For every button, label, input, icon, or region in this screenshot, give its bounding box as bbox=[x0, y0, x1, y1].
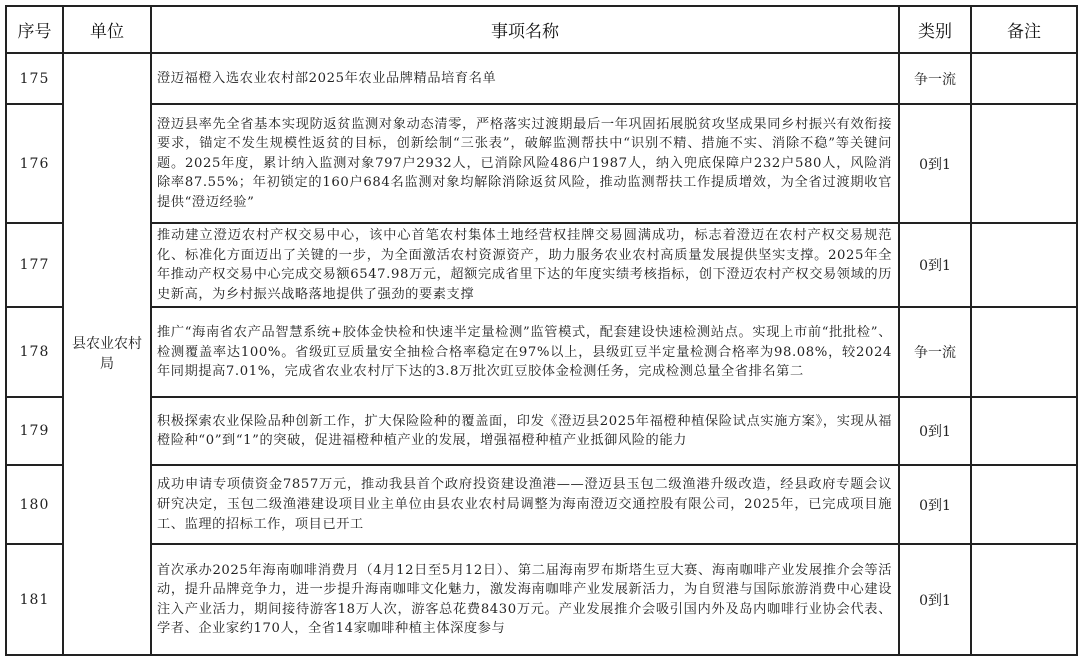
item-name-cell: 推动建立澄迈农村产权交易中心，该中心首笔农村集体土地经营权挂牌交易圆满成功，标志着澄迈在农村产权交易规范化、标准化方面迈出了关键的一步，为全面激活农村资源资产，助力服务农业农村高质量发展提供坚实支撑。2025年全年推动产权交易中心完成交易额6547.98万元，超额完成省里下达的年度实绩考核指标，创下澄迈农村产权交易领域的历史新高，为乡村振兴战略落地提供了强劲的要素支撑 bbox=[151, 223, 899, 307]
serial-number-cell: 177 bbox=[6, 223, 63, 307]
item-name-cell: 积极探索农业保险品种创新工作，扩大保险险种的覆盖面，印发《澄迈县2025年福橙种植保险试点实施方案》，实现从福橙险种“0”到“1”的突破，促进福橙种植产业的发展，增强福橙种植产业抵御风险的能力 bbox=[151, 397, 899, 465]
item-name-cell: 成功申请专项债资金7857万元，推动我县首个政府投资建设渔港——澄迈县玉包二级渔港升级改造，经县政府专题会议研究决定，玉包二级渔港建设项目业主单位由县农业农村局调整为海南澄迈交通控股有限公司，2025年，已完成项目施工、监理的招标工作，项目已开工 bbox=[151, 465, 899, 544]
category-cell: 0到1 bbox=[899, 544, 971, 655]
table-row bbox=[6, 465, 1077, 544]
table-row bbox=[6, 397, 1077, 465]
unit-cell: 县农业农村局 bbox=[63, 53, 151, 655]
matters-table bbox=[5, 5, 1078, 656]
header-category: 类别 bbox=[899, 6, 971, 53]
header-row bbox=[6, 6, 1077, 53]
serial-number-cell: 175 bbox=[6, 53, 63, 104]
table-row bbox=[6, 544, 1077, 655]
item-name-cell: 推广“海南省农产品智慧系统+胶体金快检和快速半定量检测”监管模式，配套建设快速检测站点。实现上市前“批批检”、检测覆盖率达100%。省级豇豆质量安全抽检合格率稳定在97%以上，县级豇豆半定量检测合格率为98.08%，较2024年同期提高7.01%，完成省农业农村厅下达的3.8万批次豇豆胶体金检测任务，完成检测总量全省排名第二 bbox=[151, 307, 899, 397]
serial-number-cell: 176 bbox=[6, 104, 63, 223]
header-serial-number: 序号 bbox=[6, 6, 63, 53]
table-row bbox=[6, 223, 1077, 307]
serial-number-cell: 180 bbox=[6, 465, 63, 544]
serial-number-cell: 181 bbox=[6, 544, 63, 655]
remark-cell bbox=[971, 53, 1077, 104]
remark-cell bbox=[971, 104, 1077, 223]
header-item-name: 事项名称 bbox=[151, 6, 899, 53]
remark-cell bbox=[971, 307, 1077, 397]
table-row bbox=[6, 307, 1077, 397]
table-row bbox=[6, 53, 1077, 104]
category-cell: 0到1 bbox=[899, 104, 971, 223]
remark-cell bbox=[971, 397, 1077, 465]
category-cell: 0到1 bbox=[899, 223, 971, 307]
category-cell: 争一流 bbox=[899, 307, 971, 397]
remark-cell bbox=[971, 223, 1077, 307]
item-name-cell: 澄迈福橙入选农业农村部2025年农业品牌精品培育名单 bbox=[151, 53, 899, 104]
category-cell: 争一流 bbox=[899, 53, 971, 104]
category-cell: 0到1 bbox=[899, 397, 971, 465]
item-name-cell: 澄迈县率先全省基本实现防返贫监测对象动态清零，严格落实过渡期最后一年巩固拓展脱贫攻坚成果同乡村振兴有效衔接要求，锚定不发生规模性返贫的目标，创新绘制“三张表”，破解监测帮扶中“识别不精、措施不实、消除不稳”等关键问题。2025年度，累计纳入监测对象797户2932人，已消除风险486户1987人，纳入兜底保障户232户580人，风险消除率87.55%；年初锁定的160户684名监测对象均解除消除返贫风险，推动监测帮扶工作提质增效，为全省过渡期收官提供“澄迈经验” bbox=[151, 104, 899, 223]
serial-number-cell: 179 bbox=[6, 397, 63, 465]
header-remark: 备注 bbox=[971, 6, 1077, 53]
remark-cell bbox=[971, 544, 1077, 655]
category-cell: 0到1 bbox=[899, 465, 971, 544]
item-name-cell: 首次承办2025年海南咖啡消费月（4月12日至5月12日）、第二届海南罗布斯塔生豆大赛、海南咖啡产业发展推介会等活动，提升品牌竞争力，进一步提升海南咖啡文化魅力，激发海南咖啡产业发展新活力，为自贸港与国际旅游消费中心建设注入产业活力，期间接待游客18万人次，游客总花费8430万元。产业发展推介会吸引国内外及岛内咖啡行业协会代表、学者、企业家约170人，全省14家咖啡种植主体深度参与 bbox=[151, 544, 899, 655]
table-row bbox=[6, 104, 1077, 223]
remark-cell bbox=[971, 465, 1077, 544]
header-unit: 单位 bbox=[63, 6, 151, 53]
serial-number-cell: 178 bbox=[6, 307, 63, 397]
